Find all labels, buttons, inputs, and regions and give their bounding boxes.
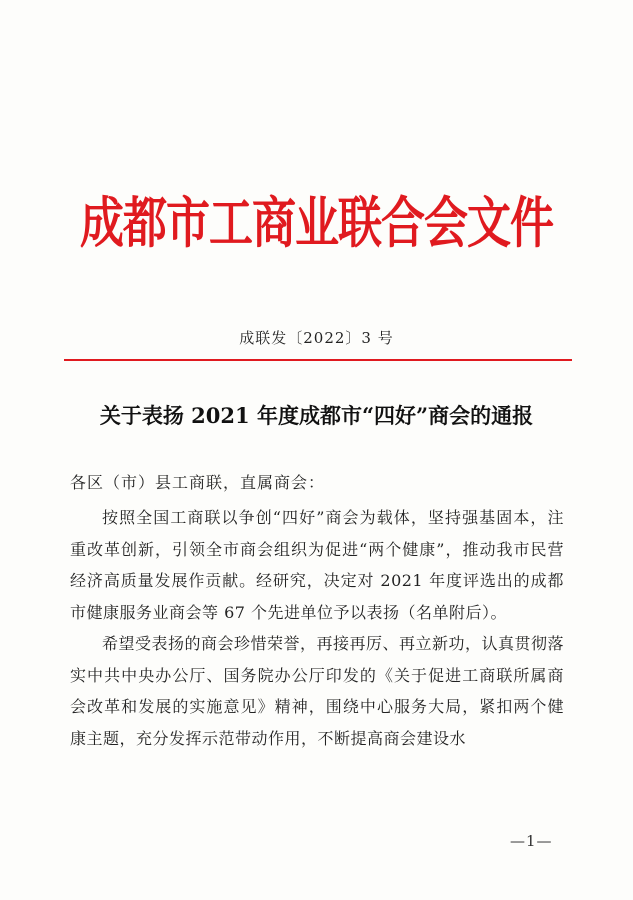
page-number: —1— <box>510 832 553 850</box>
document-number: 成联发〔2022〕3 号 <box>239 329 394 347</box>
document-masthead: 成都市工商业联合会文件 <box>80 191 553 256</box>
body-paragraph-2: 希望受表扬的商会珍惜荣誉，再接再厉、再立新功，认真贯彻落实中共中央办公厅、国务院办公厅印发的《关于促进工商联所属商会改革和发展的实施意见》精神，围绕中心服务大局，紧扣两个健康主题，充分发挥示范带动作用，不断提高商会建设水 <box>70 634 565 748</box>
red-divider-rule <box>64 359 572 361</box>
salutation: 各区（市）县工商联，直属商会： <box>70 473 326 492</box>
document-title: 关于表扬 2021 年度成都市“四好”商会的通报 <box>99 403 534 428</box>
document-body <box>70 502 564 754</box>
body-paragraph-1: 按照全国工商联以争创“四好”商会为载体，坚持强基固本，注重改革创新，引领全市商会组织为促进“两个健康”，推动我市民营经济高质量发展作贡献。经研究，决定对 2021 年度评选出的成都市健康服务业商会等 67 个先进单位予以表扬（名单附后）。 <box>70 508 564 622</box>
